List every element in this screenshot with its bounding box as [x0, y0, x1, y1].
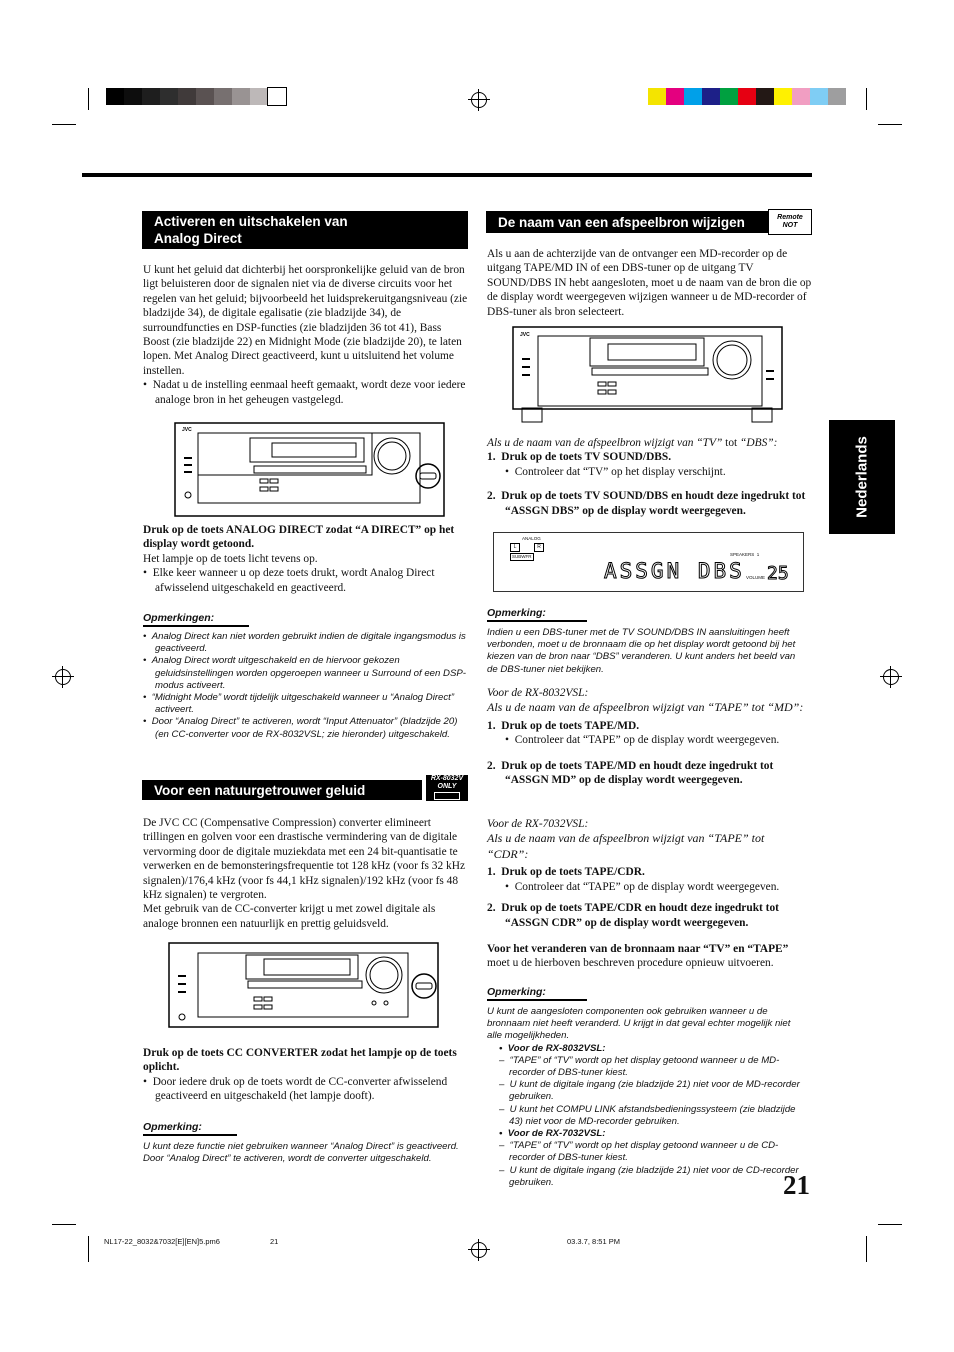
note-8032-label: • Voor de RX-8032VSL: — [499, 1042, 606, 1054]
analog-direct-intro — [143, 263, 468, 407]
note-item: – U kunt de digitale ingang (zie bladzijde 21) niet voor de CD-recorder gebruiken. — [499, 1164, 799, 1188]
color-swatch — [702, 88, 720, 105]
display-r-indicator: R — [534, 543, 544, 552]
md-step-2: 2. Druk op de toets TAPE/MD en houdt deze ingedrukt tot “ASSGN MD” op de display wordt weergegeven. — [487, 759, 774, 787]
color-swatch — [142, 88, 160, 105]
color-swatch — [792, 88, 810, 105]
color-swatch — [756, 88, 774, 105]
cc-converter-note — [143, 1117, 468, 1165]
top-rule — [82, 173, 812, 177]
color-swatch — [124, 88, 142, 105]
section-heading-rename-source — [486, 211, 768, 233]
registration-mark-left — [55, 669, 71, 685]
change-back-text — [487, 942, 812, 971]
remote-not-badge — [768, 209, 812, 235]
note-item: – “TAPE” of “TV” wordt op het display getoond wanneer u de CD-recorder of DBS-tuner kiest. — [499, 1140, 779, 1164]
page-number: 21 — [783, 1170, 810, 1200]
tape-to-cdr-section — [487, 817, 807, 930]
note-item: – “TAPE” of “TV” wordt op het display getoond wanneer u de MD-recorder of DBS-tuner kiest. — [499, 1054, 780, 1079]
notes-list — [143, 631, 468, 741]
color-swatch — [106, 88, 124, 105]
tv-step-1: 1. Druk op de toets TV SOUND/DBS. — [487, 451, 672, 464]
display-panel — [493, 532, 804, 592]
badge-line-2: ONLY — [437, 783, 457, 790]
footer-date: 03.3.7, 8:51 PM — [567, 1237, 620, 1246]
color-swatch — [214, 88, 232, 105]
display-subwfr-indicator: SUBWFR — [512, 554, 532, 559]
heading-line-2: Analog Direct — [154, 231, 242, 246]
note-item: – U kunt de digitale ingang (zie bladzijde 21) niet voor de MD-recorder gebruiken. — [499, 1079, 800, 1103]
note-heading: Opmerking: — [487, 607, 587, 622]
color-swatch — [684, 88, 702, 105]
natural-sound-intro — [143, 816, 468, 931]
note-text: U kunt deze functie niet gebruiken wanneer “Analog Direct” is geactiveerd. Door “Analog Direct” te activeren, wordt de converter uitgeschakeld. — [143, 1141, 459, 1165]
display-analog-indicator: ANALOG — [522, 536, 541, 541]
registration-mark-right — [883, 669, 899, 685]
change-back-rest: moet u de hierboven beschreven procedure opnieuw uitvoeren. — [487, 957, 774, 970]
color-swatch — [738, 88, 756, 105]
footer-page: 21 — [270, 1237, 279, 1246]
color-swatch — [774, 88, 792, 105]
tape-to-md-section — [487, 686, 807, 788]
tv-step-2: 2. Druk op de toets TV SOUND/DBS en houdt deze ingedrukt tot “ASSGN DBS” op de display wordt weergegeven. — [487, 490, 806, 517]
language-tab — [829, 420, 895, 534]
registration-mark-top — [471, 92, 487, 108]
display-l-indicator: L — [510, 543, 520, 552]
display-volume-label: VOLUME — [746, 575, 766, 580]
change-back-bold: Voor het veranderen van de bronnaam naar “TV” en “TAPE” — [487, 943, 789, 955]
language-tab-label: Nederlands — [853, 436, 871, 518]
brand-logo: JVC — [182, 427, 192, 433]
heading-text: De naam van een afspeelbron wijzigen — [498, 215, 745, 230]
display-main-text: ASSGN DBS — [604, 559, 745, 583]
color-swatch — [178, 88, 196, 105]
color-swatch — [810, 88, 828, 105]
section-heading-natural-sound — [142, 780, 422, 800]
display-speakers-indicator: SPEAKERS 1 — [730, 552, 760, 557]
brand-logo: JVC — [520, 332, 530, 338]
md-step-1-sub: • Controleer dat “TAPE” op de display wordt weergegeven. — [505, 734, 780, 747]
note-intro: U kunt de aangesloten componenten ook gebruiken wanneer u de bronnaam niet heeft veranderd. U krijgt in dat geval echter mogelijk niet alle mogelijkheden. — [487, 1006, 791, 1042]
note-item: • Analog Direct kan niet worden gebruikt indien de digitale ingangsmodus is geactiveerd. — [143, 631, 466, 655]
analog-direct-instructions — [143, 523, 468, 595]
color-swatch — [666, 88, 684, 105]
cdr-step-1: 1. Druk op de toets TAPE/CDR. — [487, 866, 645, 879]
analog-direct-notes — [143, 608, 468, 741]
intro-paragraph: U kunt het geluid dat dichterbij het oorspronkelijke geluid van de bron ligt beluisteren door de signalen niet via de diverse circuits voor het regelen van het geluid; bijvoorbeeld het luidsprekeruitgangsniveau (zie bladzijde 34), de digitale egalisatie (zie bladzijde 34), de surroundfuncties en DSP-functies (zie bladzijden 36 tot 41), Bass Boost (zie bladzijde 22) en Midnight Mode (zie bladzijde 20), te laten lopen. Met Analog Direct geactiveerd, kunt u uitsluitend het volume instellen. — [143, 264, 468, 377]
color-swatch — [232, 88, 250, 105]
color-swatch — [160, 88, 178, 105]
rx7032-label: Voor de RX-7032VSL: — [487, 818, 589, 830]
note-7032-list — [487, 1140, 807, 1189]
cc-converter-instructions — [143, 1046, 468, 1104]
color-swatch — [720, 88, 738, 105]
tape-md-heading: Als u de naam van de afspeelbron wijzigt van “TAPE” tot “MD”: — [487, 700, 804, 715]
badge-line-2: NOT — [782, 222, 798, 229]
tv-to-dbs-section — [487, 436, 812, 518]
analog-direct-toggle-bullet: • Elke keer wanneer u op deze toets drukt, wordt Analog Direct afwisselend uitgeschakeld en geactiveerd. — [143, 567, 435, 594]
note-7032-label: • Voor de RX-7032VSL: — [499, 1128, 606, 1140]
rename-intro: Als u aan de achterzijde van de ontvanger een MD-recorder op de uitgang TAPE/MD IN of een DBS-tuner op de uitgang TV SOUND/DBS IN hebt aangesloten, moet u de naam van de bron die op de display wordt weergegeven wijzigen wanneer u de MD-recorder of DBS-tuner als bron selecteert. — [487, 248, 812, 318]
dbs-note — [487, 603, 807, 676]
components-note — [487, 982, 807, 1189]
badge-line-1: Remote — [777, 214, 803, 221]
cc-converter-paragraph-2: Met gebruik van de CC-converter krijgt u met zowel digitale als analoge bronnen een natuurlijk en prettig geluidsveld. — [143, 903, 436, 930]
note-item: • “Midnight Mode” wordt tijdelijk uitgeschakeld wanneer u “Analog Direct” activeert. — [143, 692, 455, 716]
registration-mark-bottom — [471, 1242, 487, 1258]
note-text: Indien u een DBS-tuner met de TV SOUND/DBS IN aansluitingen heeft verbonden, moet u de bronnaam die op het display wordt getoond bij het kiezen van de bron naar “DBS” veranderen. U kunt anders het beeld van de DBS-tuner niet bekijken. — [487, 627, 796, 675]
cc-converter-step: Druk op de toets CC CONVERTER zodat het lampje op de toets oplicht. — [143, 1047, 457, 1074]
tv-step-1-sub: • Controleer dat “TV” op het display verschijnt. — [505, 465, 726, 478]
analog-direct-step: Druk op de toets ANALOG DIRECT zodat “A DIRECT” op het display wordt getoond. — [143, 524, 455, 551]
note-item: • Analog Direct wordt uitgeschakeld en de hiervoor gekozen geluidsinstellingen worden opgeroepen wanneer u Surround of een DSP-modus activeert. — [143, 655, 466, 691]
tape-cdr-heading: Als u de naam van de afspeelbron wijzigt van “TAPE” tot “CDR”: — [487, 831, 765, 861]
badge-line-1: RX-8032V — [430, 775, 464, 782]
receiver-illustration-rename — [512, 324, 784, 426]
rx-8032v-only-badge — [426, 775, 468, 801]
receiver-illustration-cc-converter — [168, 941, 440, 1031]
color-swatch — [250, 88, 268, 105]
section-heading-analog-direct — [142, 211, 468, 249]
cc-converter-paragraph: De JVC CC (Compensative Compression) converter elimineert trillingen en golven voor een drastische vermindering van de digitale vervorming door de digitale muziekdata met een 24 bit-quantisatie te verwerken en de bemonsteringsfrequentie tot 128 kHz (voor fs 32 kHz signalen)/176,4 kHz (voor fs 44,1 kHz signalen)/192 kHz (voor fs 48 kHz signalen) te vergroten. — [143, 817, 466, 902]
footer-filename: NL17-22_8032&7032[E][EN]5.pm6 — [104, 1237, 220, 1246]
note-heading: Opmerking: — [487, 986, 587, 1001]
md-step-1: 1. Druk op de toets TAPE/MD. — [487, 719, 640, 732]
heading-text: Voor een natuurgetrouwer geluid — [154, 783, 366, 798]
note-8032-list — [487, 1055, 807, 1128]
cdr-step-2: 2. Druk op de toets TAPE/CDR en houdt deze ingedrukt tot “ASSGN CDR” op de display wordt weergegeven. — [487, 902, 779, 929]
display-volume-value: 25 — [767, 563, 789, 584]
note-item: • Door “Analog Direct” te activeren, wordt “Input Attenuator” (bladzijde 20) (en CC-converter voor de RX-8032VSL; zie hieronder) uitgeschakeld. — [143, 716, 458, 740]
analog-direct-lamp-text: Het lampje op de toets licht tevens op. — [143, 552, 318, 565]
notes-heading: Opmerkingen: — [143, 612, 249, 627]
cc-converter-bullet: • Door iedere druk op de toets wordt de CC-converter afwisselend geactiveerd en uitgeschakeld (het lampje dooft). — [143, 1075, 448, 1103]
receiver-illustration-analog-direct — [174, 419, 446, 521]
tv-to-dbs-heading: Als u de naam van de afspeelbron wijzigt van “TV” tot “DBS”: — [487, 437, 778, 449]
note-item: – U kunt het COMPU LINK afstandsbedieningssysteem (zie bladzijde 43) niet voor de MD-recorder gebruiken. — [499, 1103, 796, 1127]
cdr-step-1-sub: • Controleer dat “TAPE” op de display wordt weergegeven. — [505, 880, 780, 893]
note-heading: Opmerking: — [143, 1121, 237, 1136]
color-swatch — [828, 88, 846, 105]
color-swatch — [196, 88, 214, 105]
heading-line-1: Activeren en uitschakelen van — [154, 214, 348, 229]
color-swatch — [648, 88, 666, 105]
rx8032-label: Voor de RX-8032VSL: — [487, 687, 589, 699]
intro-bullet: • Nadat u de instelling eenmaal heeft gemaakt, wordt deze voor iedere analoge bron in het geheugen vastgelegd. — [143, 379, 466, 406]
color-swatch — [268, 88, 286, 105]
